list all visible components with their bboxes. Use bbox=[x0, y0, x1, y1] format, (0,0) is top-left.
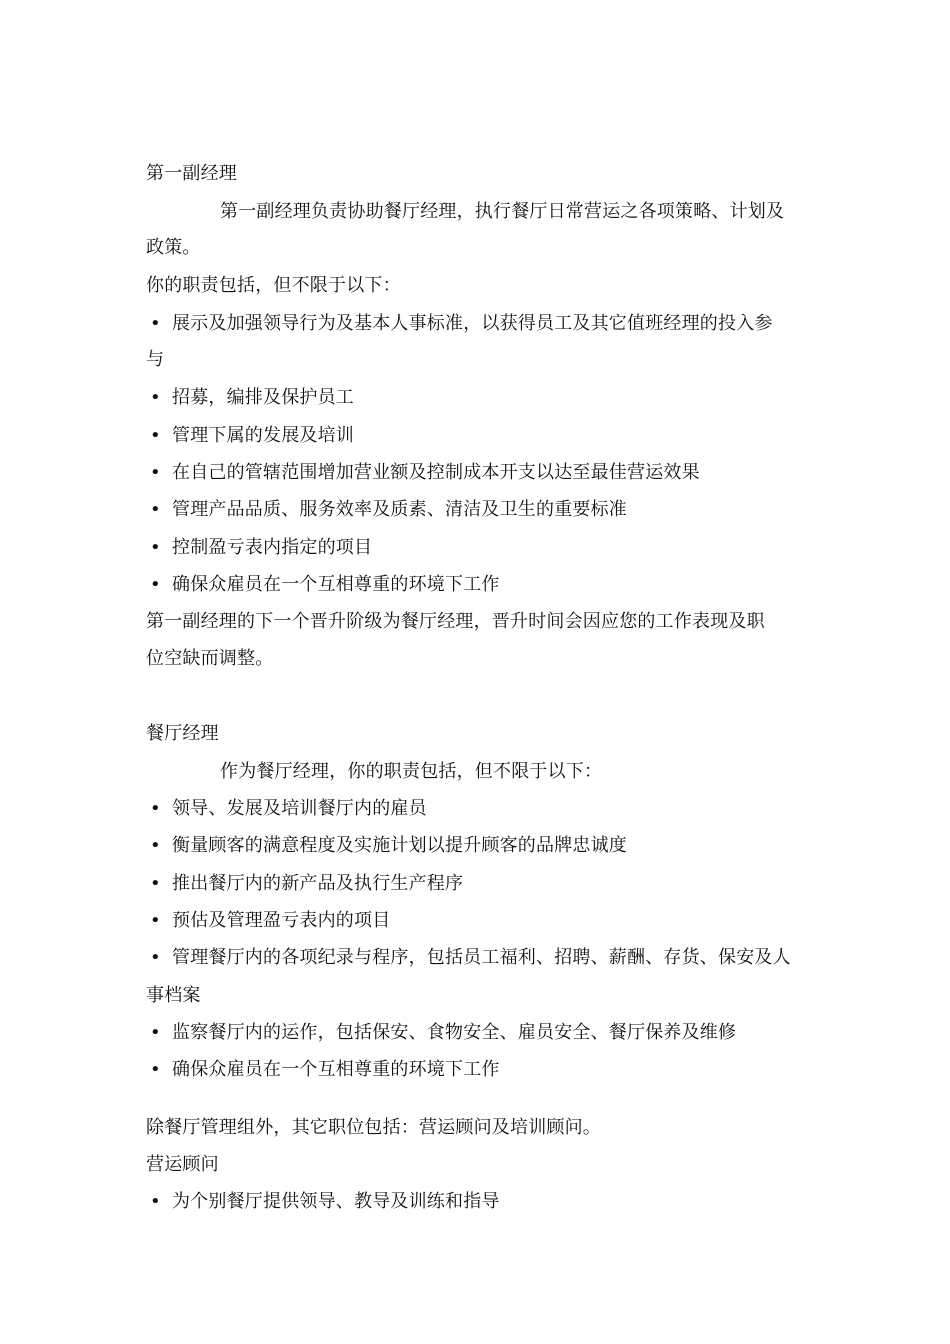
list-item bbox=[146, 909, 816, 933]
promotion-paragraph-line-2: 位空缺而调整。 bbox=[146, 648, 274, 669]
promotion-paragraph-line-1: 第一副经理的下一个晋升阶级为餐厅经理，晋升时间会因应您的工作表现及职 bbox=[146, 611, 765, 632]
list-item-text: 为个别餐厅提供领导、教导及训练和指导 bbox=[172, 1191, 500, 1212]
list-item-continuation: 与 bbox=[146, 349, 165, 370]
list-item-text: 管理产品品质、服务效率及质素、清洁及卫生的重要标准 bbox=[172, 499, 627, 520]
list-item-text: 管理下属的发展及培训 bbox=[172, 425, 354, 446]
list-item bbox=[146, 573, 816, 597]
list-item-text: 预估及管理盈亏表内的项目 bbox=[172, 910, 391, 931]
list-item bbox=[146, 797, 816, 821]
list-item bbox=[146, 1021, 816, 1045]
bullet-icon: • bbox=[150, 1191, 161, 1212]
bullet-icon: • bbox=[150, 313, 161, 334]
list-item-text: 控制盈亏表内指定的项目 bbox=[172, 537, 373, 558]
list-item-text: 招募，编排及保护员工 bbox=[172, 387, 354, 408]
bullet-icon: • bbox=[150, 798, 161, 819]
bullet-icon: • bbox=[150, 1059, 161, 1080]
other-positions-paragraph: 除餐厅管理组外，其它职位包括：营运顾问及培训顾问。 bbox=[146, 1117, 601, 1138]
bullet-icon: • bbox=[150, 910, 161, 931]
list-item-text: 确保众雇员在一个互相尊重的环境下工作 bbox=[172, 574, 500, 595]
list-item bbox=[146, 1190, 816, 1214]
list-item bbox=[146, 424, 816, 448]
bullet-icon: • bbox=[150, 947, 161, 968]
list-item bbox=[146, 498, 816, 522]
list-item-text: 监察餐厅内的运作，包括保安、食物安全、雇员安全、餐厅保养及维修 bbox=[172, 1022, 737, 1043]
list-item-continuation: 事档案 bbox=[146, 985, 201, 1006]
duties-intro: 你的职责包括，但不限于以下： bbox=[146, 275, 401, 296]
restaurant-manager-intro: 作为餐厅经理，你的职责包括，但不限于以下： bbox=[220, 761, 603, 782]
list-item-text: 管理餐厅内的各项纪录与程序，包括员工福利、招聘、薪酬、存货、保安及人 bbox=[172, 947, 791, 968]
list-item bbox=[146, 872, 816, 896]
bullet-icon: • bbox=[150, 387, 161, 408]
paragraph-intro-line-1: 第一副经理负责协助餐厅经理，执行餐厅日常营运之各项策略、计划及 bbox=[220, 201, 785, 222]
list-item-text: 推出餐厅内的新产品及执行生产程序 bbox=[172, 873, 464, 894]
list-item-text: 展示及加强领导行为及基本人事标准，以获得员工及其它值班经理的投入参 bbox=[172, 313, 773, 334]
list-item bbox=[146, 946, 816, 970]
bullet-icon: • bbox=[150, 574, 161, 595]
bullet-icon: • bbox=[150, 425, 161, 446]
bullet-icon: • bbox=[150, 873, 161, 894]
list-item bbox=[146, 461, 816, 485]
list-item-text: 衡量顾客的满意程度及实施计划以提升顾客的品牌忠诚度 bbox=[172, 835, 627, 856]
list-item-text: 确保众雇员在一个互相尊重的环境下工作 bbox=[172, 1059, 500, 1080]
list-item bbox=[146, 386, 816, 410]
section-heading-operations-consultant: 营运顾问 bbox=[146, 1154, 219, 1175]
list-item-text: 领导、发展及培训餐厅内的雇员 bbox=[172, 798, 427, 819]
list-item-text: 在自己的管辖范围增加营业额及控制成本开支以达至最佳营运效果 bbox=[172, 462, 700, 483]
bullet-icon: • bbox=[150, 537, 161, 558]
bullet-icon: • bbox=[150, 462, 161, 483]
list-item bbox=[146, 312, 816, 336]
bullet-icon: • bbox=[150, 835, 161, 856]
section-heading-first-assistant-manager: 第一副经理 bbox=[146, 163, 237, 184]
bullet-icon: • bbox=[150, 499, 161, 520]
bullet-icon: • bbox=[150, 1022, 161, 1043]
list-item bbox=[146, 834, 816, 858]
list-item bbox=[146, 536, 816, 560]
section-heading-restaurant-manager: 餐厅经理 bbox=[146, 723, 219, 744]
paragraph-intro-line-2: 政策。 bbox=[146, 237, 201, 258]
list-item bbox=[146, 1058, 816, 1082]
